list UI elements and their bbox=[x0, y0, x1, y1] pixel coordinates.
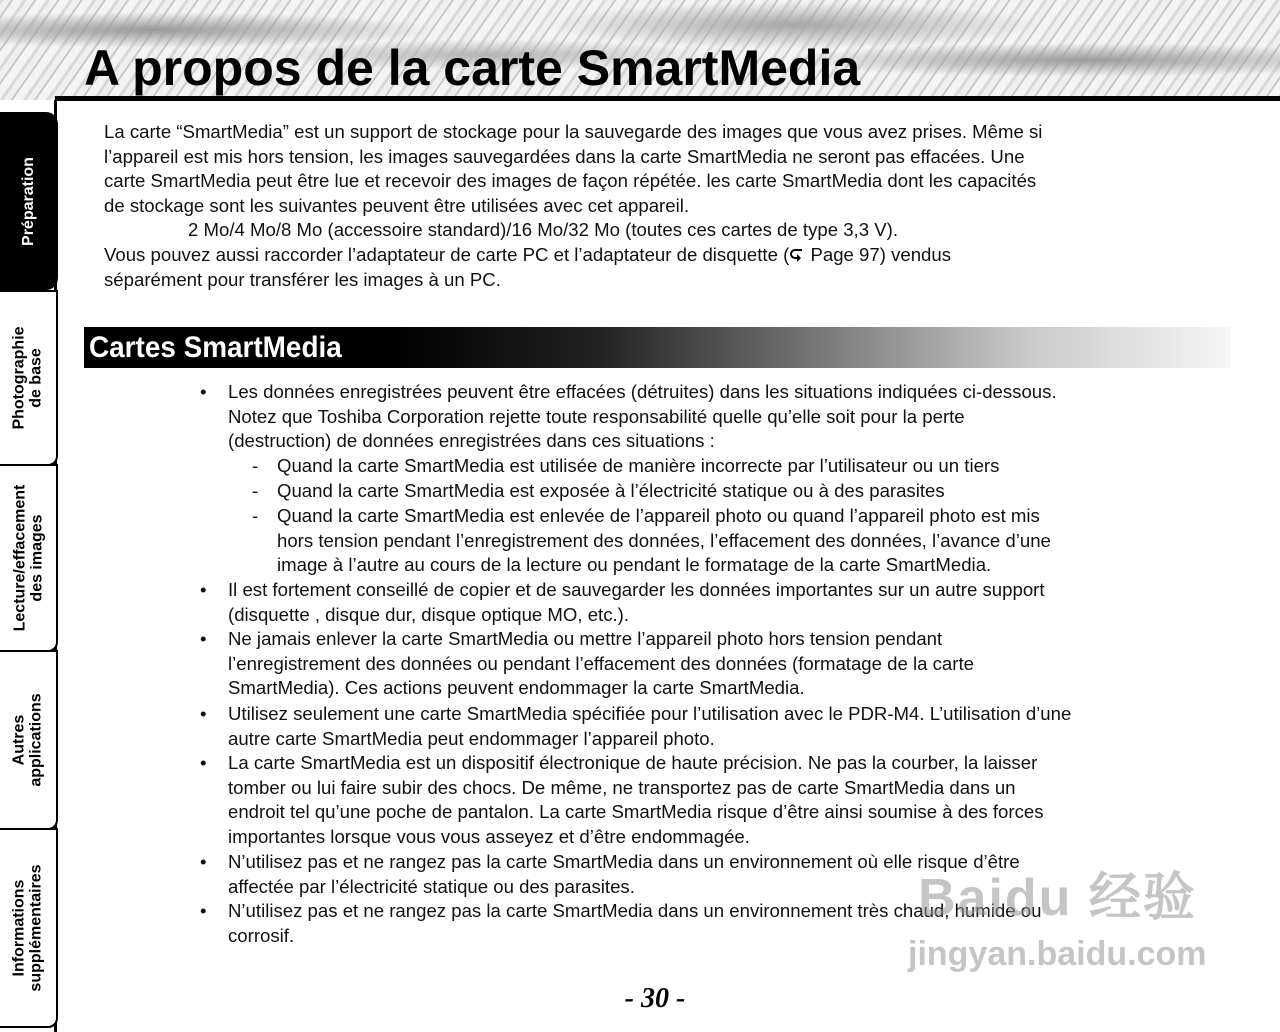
page-reference-arrow-icon bbox=[789, 247, 805, 263]
intro-paragraph bbox=[104, 120, 1042, 292]
adapter-line bbox=[104, 243, 1042, 268]
list-item-line: Utilisez seulement une carte SmartMedia spécifiée pour l’utilisation avec le PDR-M4. L’utilisation d’une bbox=[228, 703, 1072, 724]
page-reference-link[interactable]: Page 97) vendus bbox=[805, 243, 952, 265]
list-item-line: autre carte SmartMedia peut endommager l’appareil photo. bbox=[228, 727, 715, 749]
list-item-line: corrosif. bbox=[228, 924, 295, 946]
capacities-line: 2 Mo/4 Mo/8 Mo (accessoire standard)/16 Mo/32 Mo (toutes ces cartes de type 3,3 V). bbox=[188, 219, 898, 241]
page-title: A propos de la carte SmartMedia bbox=[84, 40, 861, 96]
list-item-line: Les données enregistrées peuvent être effacées (détruites) dans les situations indiquées ci-dessous. bbox=[228, 381, 1057, 402]
list-item-line: endroit tel qu’une poche de pantalon. La carte SmartMedia risque d’être ainsi soumise à des forces bbox=[228, 801, 1044, 823]
list-item-line: (destruction) de données enregistrées dans ces situations : bbox=[228, 430, 715, 452]
list-item-line: affectée par l’électricité statique ou des parasites. bbox=[228, 875, 635, 897]
list-item-line: SmartMedia). Ces actions peuvent endommager la carte SmartMedia. bbox=[228, 677, 805, 699]
watermark-url: jingyan.baidu.com bbox=[908, 935, 1207, 973]
intro-line: de stockage sont les suivantes peuvent être utilisées avec cet appareil. bbox=[104, 194, 690, 216]
intro-line: carte SmartMedia peut être lue et recevoir des images de façon répétée. les carte SmartMedia dont les capacités bbox=[104, 170, 1037, 192]
list-item-line: (disquette , disque dur, disque optique MO, etc.). bbox=[228, 603, 630, 625]
sub-list-item-line: Quand la carte SmartMedia est enlevée de l’appareil photo ou quand l’appareil photo est mis bbox=[277, 505, 1040, 526]
list-item-line: N’utilisez pas et ne rangez pas la carte SmartMedia dans un environnement où elle risque d’être bbox=[228, 851, 1020, 872]
list-item-line: tomber ou lui faire subir des chocs. De même, ne transportez pas de carte SmartMedia dans un bbox=[228, 776, 1016, 798]
adapter-line-2: séparément pour transférer les images à un PC. bbox=[104, 268, 501, 290]
section-heading: Cartes SmartMedia bbox=[89, 331, 342, 364]
sub-list-item-line: hors tension pendant l’enregistrement des données, l’effacement des données, l’avance d’une bbox=[277, 529, 1051, 551]
list-item-line: importantes lorsque vous vous asseyez et d’être endommagée. bbox=[228, 825, 750, 847]
intro-line: La carte “SmartMedia” est un support de stockage pour la sauvegarde des images que vous avez prises. Même si bbox=[104, 121, 1043, 142]
tab-label: Lecture/effacement des images bbox=[11, 484, 45, 632]
tab-preparation[interactable] bbox=[0, 112, 58, 290]
page-number: - 30 - bbox=[624, 983, 686, 1014]
list-item-line: Notez que Toshiba Corporation rejette toute responsabilité quelle qu’elle soit pour la perte bbox=[228, 405, 965, 427]
tab-label: Photographie de base bbox=[11, 326, 46, 430]
tab-informations-supplementaires[interactable] bbox=[0, 828, 58, 1028]
dash-icon: - bbox=[252, 480, 259, 501]
bullet-icon: • bbox=[200, 900, 207, 921]
section-heading-bar bbox=[84, 327, 1230, 368]
list-item-line: Ne jamais enlever la carte SmartMedia ou mettre l’appareil photo hors tension pendant bbox=[228, 628, 943, 649]
dash-icon: - bbox=[252, 505, 259, 526]
tab-autres-applications[interactable] bbox=[0, 650, 58, 830]
tab-label: Préparation bbox=[19, 156, 37, 246]
tab-label: Informations supplémentaires bbox=[11, 864, 45, 992]
dash-icon: - bbox=[252, 455, 259, 476]
sub-list-item-line: Quand la carte SmartMedia est exposée à l’électricité statique ou à des parasites bbox=[277, 480, 945, 501]
intro-line: l’appareil est mis hors tension, les images sauvegardées dans la carte SmartMedia ne seront pas effacées. Une bbox=[104, 145, 1025, 167]
sub-list-item-line: Quand la carte SmartMedia est utilisée de manière incorrecte par l’utilisateur ou un tiers bbox=[277, 455, 1000, 476]
bullet-icon: • bbox=[200, 752, 207, 773]
bullet-icon: • bbox=[200, 851, 207, 872]
tab-photographie-de-base[interactable] bbox=[0, 290, 58, 466]
sub-list-item-line: image à l’autre au cours de la lecture ou pendant le formatage de la carte SmartMedia. bbox=[277, 554, 992, 576]
bullet-icon: • bbox=[200, 703, 207, 724]
bullet-icon: • bbox=[200, 579, 207, 600]
tab-label: Autres applications bbox=[11, 693, 46, 787]
bullet-icon: • bbox=[200, 381, 207, 402]
adapter-text: Vous pouvez aussi raccorder l’adaptateur de carte PC et l’adaptateur de disquette ( bbox=[104, 243, 790, 265]
list-item-line: l’enregistrement des données ou pendant l’effacement des données (formatage de la carte bbox=[228, 652, 974, 674]
tab-lecture-effacement[interactable] bbox=[0, 464, 58, 652]
header-divider bbox=[55, 96, 1280, 101]
list-item-line: N’utilisez pas et ne rangez pas la carte SmartMedia dans un environnement très chaud, humide ou bbox=[228, 900, 1042, 921]
bullet-icon: • bbox=[200, 628, 207, 649]
list-item-line: La carte SmartMedia est un dispositif électronique de haute précision. Ne pas la courber, la laisser bbox=[228, 752, 1038, 773]
list-item-line: Il est fortement conseillé de copier et de sauvegarder les données importantes sur un autre support bbox=[228, 579, 1045, 600]
watermark-brand: Baidu 经验 bbox=[918, 869, 1197, 927]
